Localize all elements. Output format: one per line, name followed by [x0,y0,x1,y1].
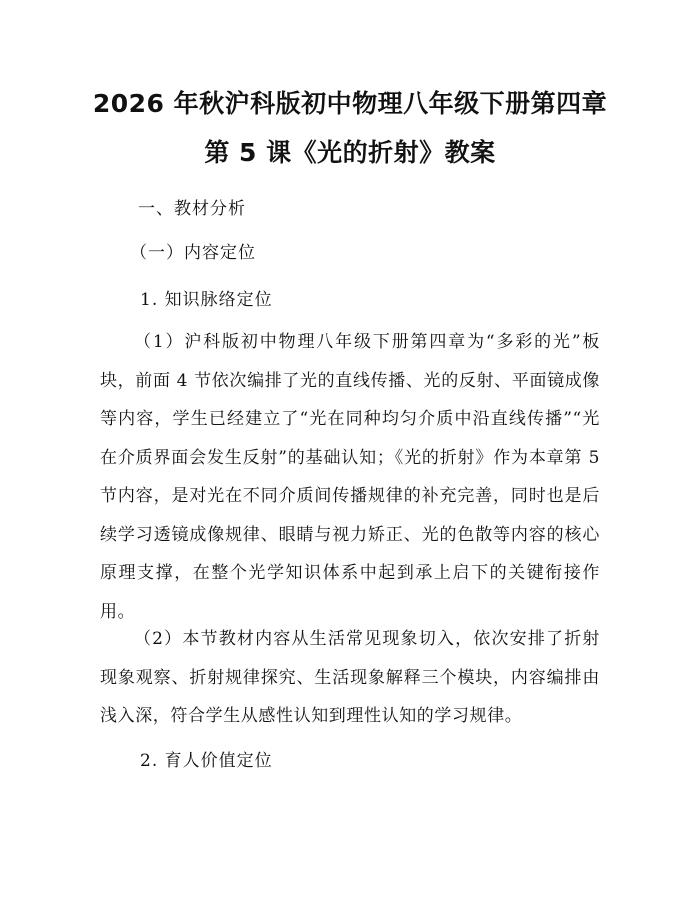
document-title-line-1: 2026 年秋沪科版初中物理八年级下册第四章 [92,89,608,118]
paragraph-content-arrangement: （2）本节教材内容从生活常见现象切入，依次安排了折射现象观察、折射规律探究、生活现象解释三个模块，内容编排由浅入深，符合学生从感性认知到理性认知的学习规律。 [100,629,600,726]
item-heading-knowledge-context: 1. 知识脉络定位 [140,290,273,310]
subsection-heading-content-positioning: （一）内容定位 [130,243,256,263]
item-heading-educational-value: 2. 育人价值定位 [140,751,273,771]
document-title-line-2: 第 5 课《光的折射》教案 [204,138,496,167]
section-heading-textbook-analysis: 一、教材分析 [138,199,246,219]
paragraph-knowledge-context: （1）沪科版初中物理八年级下册第四章为“多彩的光”板块，前面 4 节依次编排了光的直线传播、光的反射、平面镜成像等内容，学生已经建立了“光在同种均匀介质中沿直线传播”“光在介质界面会发生反射”的基础认知；《光的折射》作为本章第 5 节内容，是对光在不同介质间传播规律的补充完善，同时也是后续学习透镜成像规律、眼睛与视力矫正、光的色散等内容的核心原理支撑，在整个光学知识体系中起到承上启下的关键衔接作用。 [100,332,600,622]
